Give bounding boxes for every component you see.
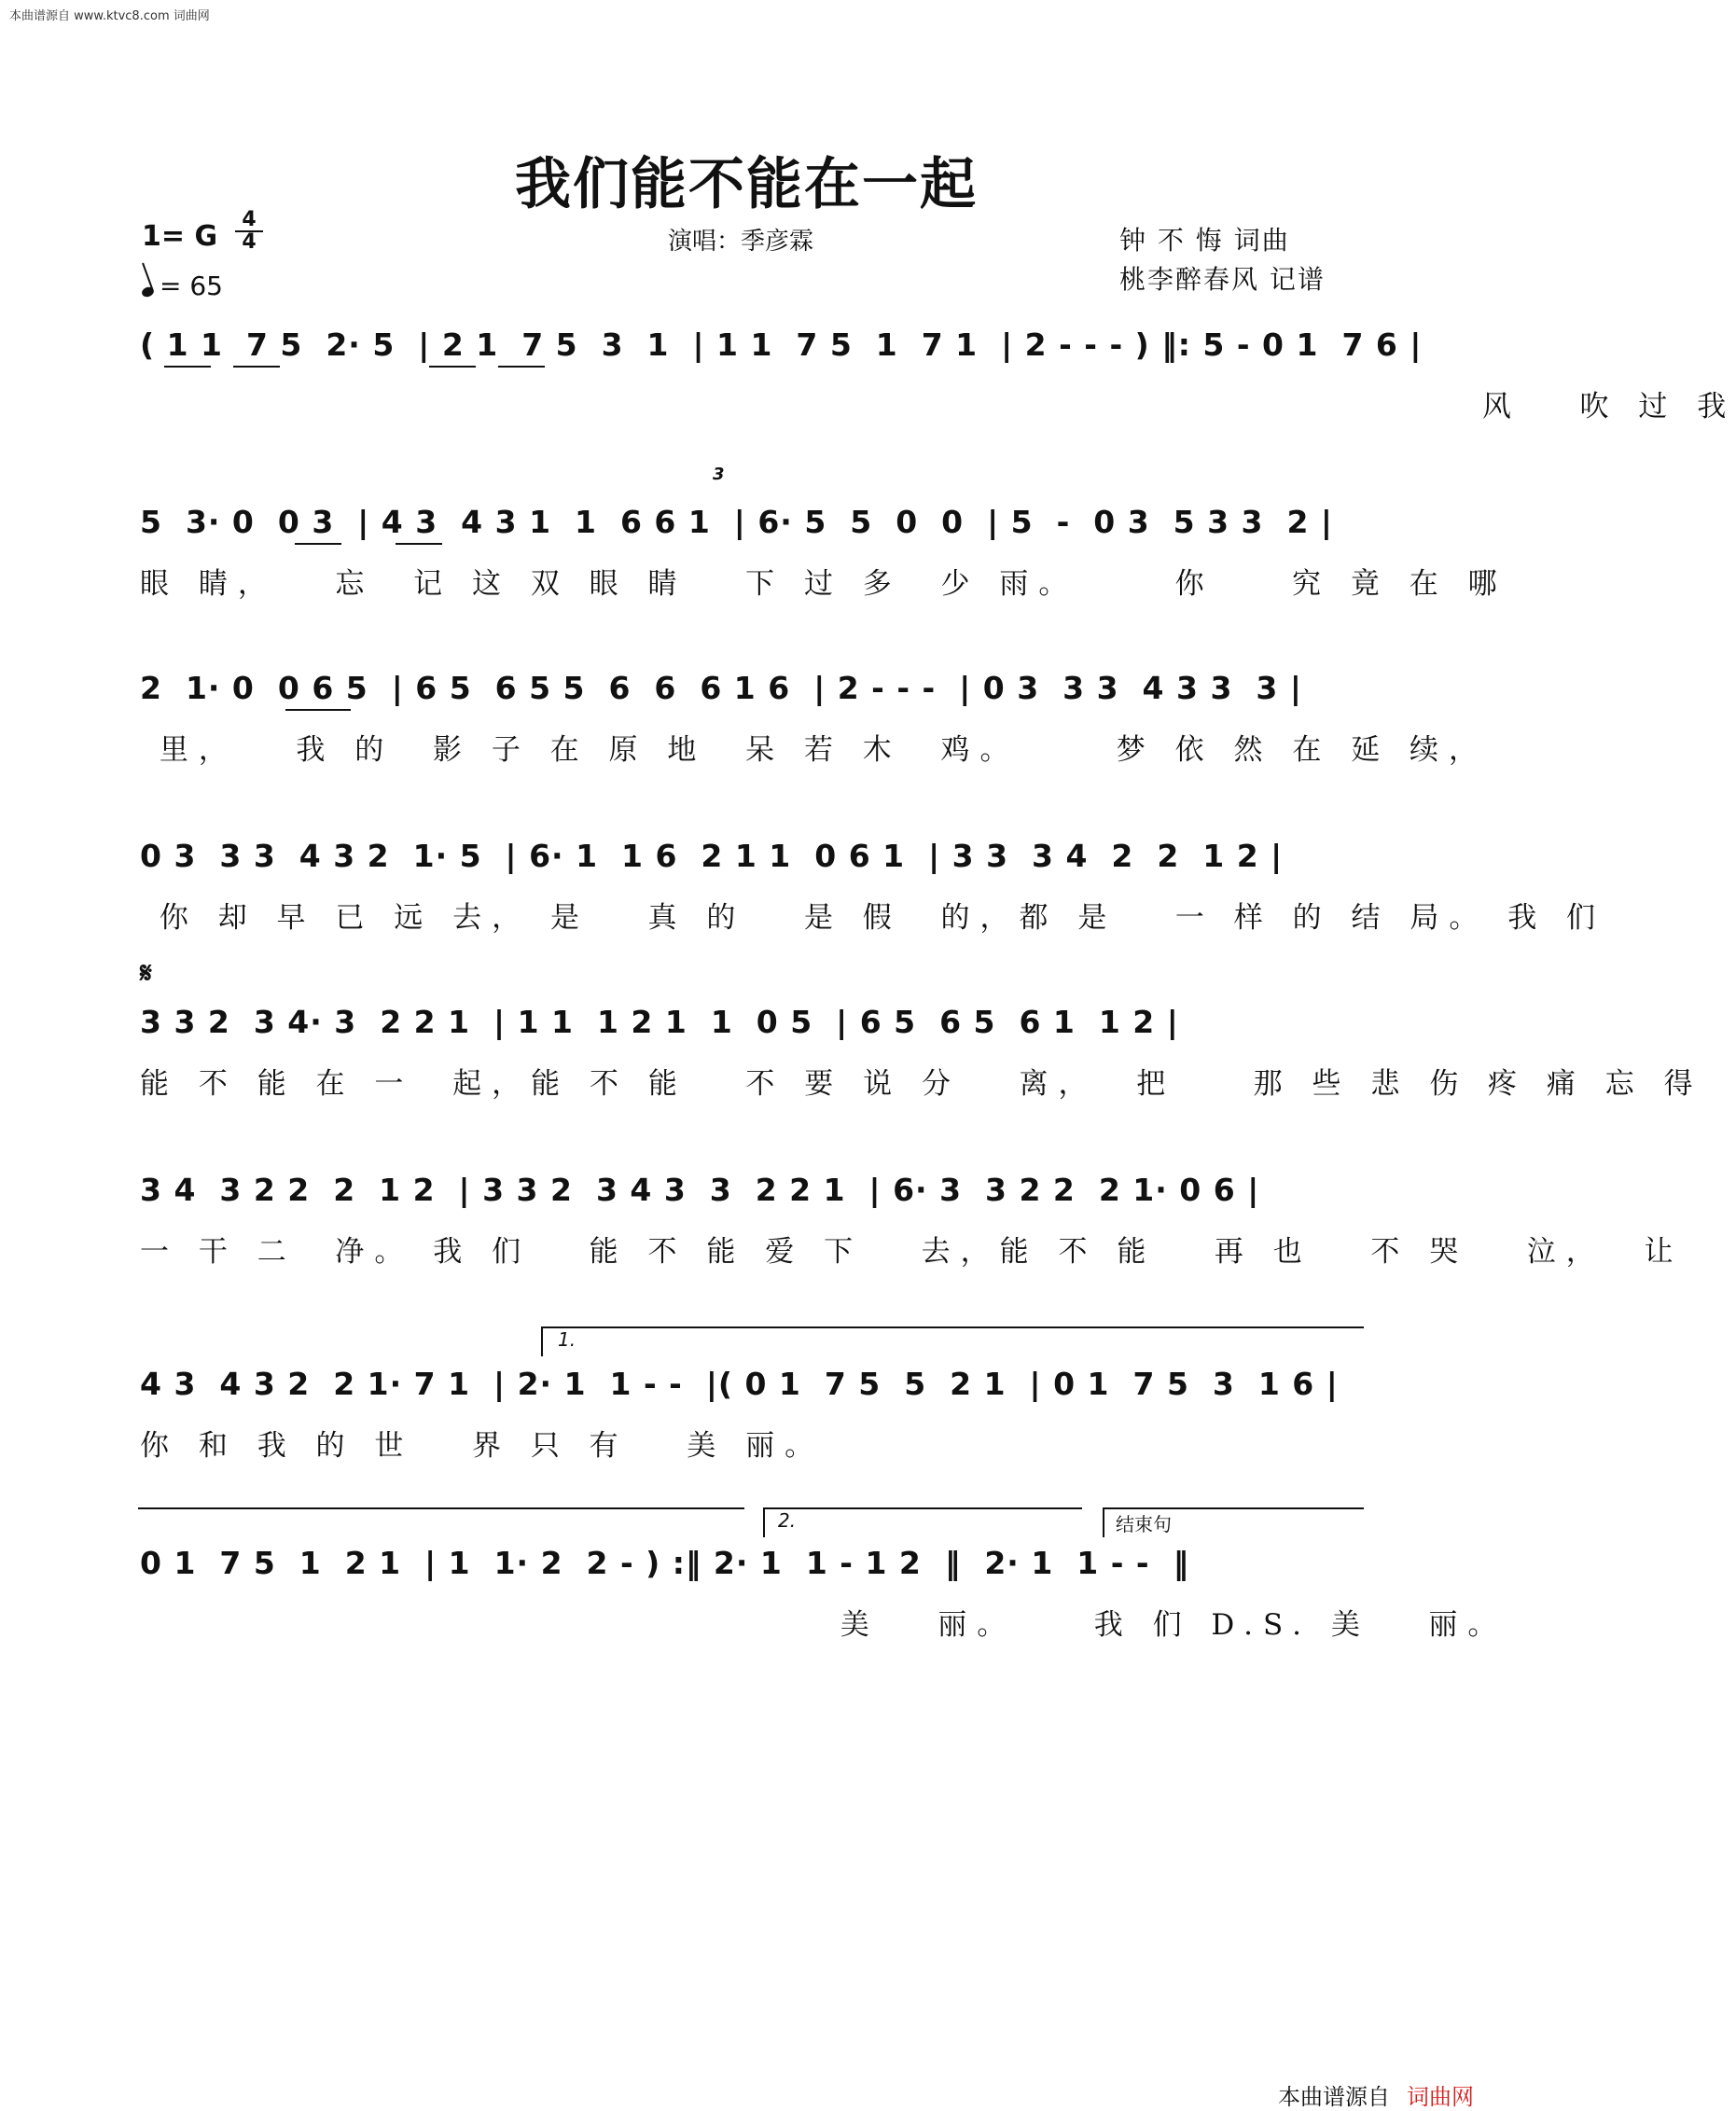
beam [498,366,545,368]
site-footer-left: 本曲谱源自 [1278,2084,1390,2110]
score-notes: 5 3· 0 0 3 | 4 3 4 3 1 1 6 6 1 | 6· 5 5 0 0 | 5 - 0 3 5 3 3 2 | [140,504,1333,540]
quarter-note-icon [141,285,156,299]
triplet-mark: 3 [713,465,725,484]
beam [429,366,476,368]
time-signature [235,208,263,254]
beam [396,543,442,545]
score-notes: 4 3 4 3 2 2 1· 7 1 | 2· 1 1 - - |( 0 1 7 5 5 2 1 | 0 1 7 5 3 1 6 | [140,1366,1339,1402]
score-lyrics: 你 却 早 已 远 去， 是 真 的 是 假 的，都 是 一 样 的 结 局。 我 们 [140,901,1606,935]
score-lyrics: 眼 睛， 忘 记 这 双 眼 睛 下 过 多 少 雨。 你 究 竟 在 哪 [140,567,1507,601]
credit-transcriber: 桃李醉春风 记谱 [1119,264,1326,295]
beam [295,543,341,545]
volta-bracket-1 [541,1326,1364,1356]
score-notes: 2 1· 0 0 6 5 | 6 5 6 5 5 6 6 6 1 6 | 2 - - - | 0 3 3 3 4 3 3 3 | [140,670,1302,706]
tempo-marking [142,271,223,301]
volta-label-ending: 结束句 [1116,1513,1172,1535]
score-lyrics: 里， 我 的 影 子 在 原 地 呆 若 木 鸡。 梦 依 然 在 延 续， [140,733,1489,767]
score-lyrics: 风 吹 过 我 [140,390,1736,424]
tempo-value: = 65 [160,271,223,301]
site-header: 本曲谱源自 www.ktvc8.com 词曲网 [9,9,210,23]
score-notes: ( 1 1 7 5 2· 5 | 2 1 7 5 3 1 | 1 1 7 5 1 7 1 | 2 - - - ) ‖: 5 - 0 1 7 6 | [140,326,1423,363]
singer: 演唱：季彦霖 [668,228,814,256]
site-footer [1278,2078,1474,2111]
score-notes: 0 1 7 5 1 2 1 | 1 1· 2 2 - ) :‖ 2· 1 1 - 1 2 ‖ 2· 1 1 - - ‖ [140,1545,1190,1581]
score-notes: 3 4 3 2 2 2 1 2 | 3 3 2 3 4 3 3 2 2 1 | 6· 3 3 2 2 2 1· 0 6 | [140,1172,1260,1208]
volta-label-2: 2. [778,1509,797,1532]
beam [233,366,280,368]
score-lyrics: 一 干 二 净。 我 们 能 不 能 爱 下 去，能 不 能 再 也 不 哭 泣， 让 [140,1235,1684,1269]
beam [164,366,211,368]
segno-icon: 𝄋 [140,957,152,990]
volta-label-1: 1. [558,1328,576,1351]
score-lyrics: 美 丽。 我 们 D.S. 美 丽。 [140,1608,1507,1642]
score-lyrics: 能 不 能 在 一 起，能 不 能 不 要 说 分 离， 把 那 些 悲 伤 疼 痛 忘 得 [140,1067,1703,1101]
score-notes: 0 3 3 3 4 3 2 1· 5 | 6· 1 1 6 2 1 1 0 6 1 | 3 3 3 4 2 2 1 2 | [140,838,1284,874]
volta-bracket-end-line [138,1507,744,1537]
time-signature-top: 4 [242,208,257,231]
credit-composer: 钟 不 悔 词曲 [1119,225,1290,256]
score-notes: 3 3 2 3 4· 3 2 2 1 | 1 1 1 2 1 1 0 5 | 6 5 6 5 6 1 1 2 | [140,1004,1179,1040]
key-signature: 1= G [142,220,218,253]
time-signature-bottom: 4 [242,230,257,254]
beam [285,709,351,711]
volta-bracket-2 [763,1507,1082,1537]
site-footer-right: 词曲网 [1407,2084,1474,2110]
page-title: 我们能不能在一起 [515,152,978,217]
score-lyrics: 你 和 我 的 世 界 只 有 美 丽。 [140,1429,825,1463]
